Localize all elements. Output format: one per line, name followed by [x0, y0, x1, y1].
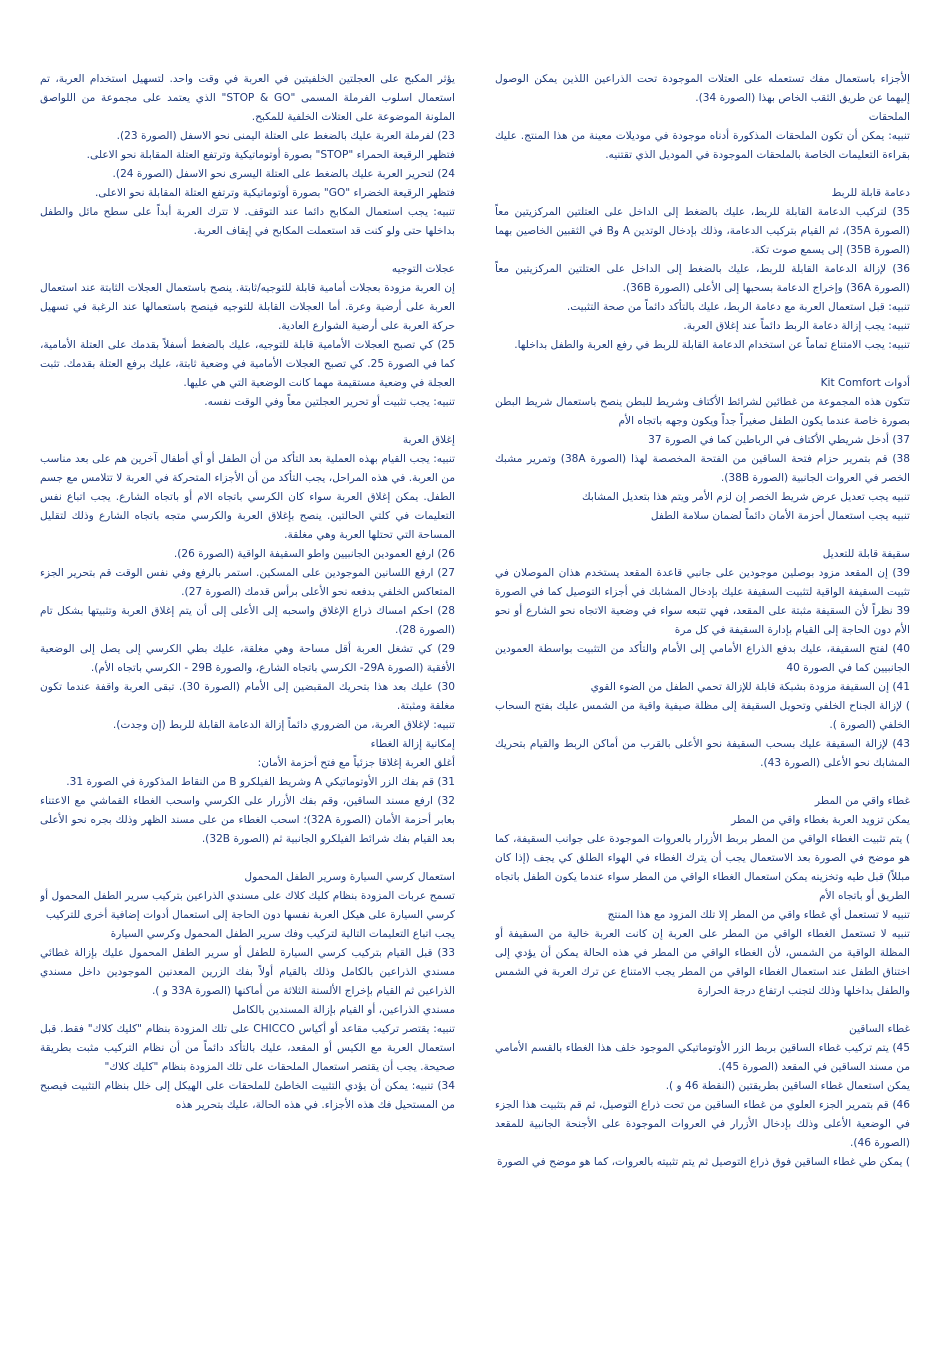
paragraph: تنبيه: يجب القيام بهذه العملية بعد التأكد من أن الطفل أو أي أطفال آخرين هم على بعد مناسب من العربة. في هذه المراحل، يجب التأكد من أن الأجزاء المتحركة في العربة لا تتلامس مع جسم الطفل. يمكن إغلاق العربة سواء كان الكرسي باتجاه الام أو باتجاه الشارع. يجب اتباع نفس التعليمات في كلتي الحالتين. ينصح بإغلاق العربة والكرسي متجه باتجاه الشارع وذلك لتقليل المساحة التي تحتلها العربة وهي مغلقة.	[40, 453, 455, 541]
right-column	[495, 70, 910, 1320]
paragraph: الملحقات	[868, 111, 910, 123]
paragraph: 26) ارفع العمودين الجانبيين واطو السقيفة الواقية (الصورة 26).	[173, 548, 455, 560]
paragraph: تنبيه: يجب إزالة دعامة الربط دائماً عند إغلاق العربة.	[683, 320, 910, 332]
paragraph: ) يمكن طي غطاء الساقين فوق ذراع التوصيل ثم يتم تثبيته بالعروات، كما هو موضح في الصورة	[496, 1156, 910, 1168]
paragraph: 30) عليك بعد هذا بتحريك المقبضين إلى الأمام (الصورة 30). تبقى العربة واقفة عندما تكون مغلقة ومثبتة.	[40, 681, 455, 712]
paragraph: إن العربة مزودة بعجلات أمامية قابلة للتوجيه/ثابتة. ينصح باستعمال العجلات الثابتة عند استعمال العربة على أرضية وعرة. أما العجلات القابلة للتوجيه فينصح باستعمالها عند الرغبة في تسهيل حركة العربة على أرضية الشوارع العادية.	[40, 282, 455, 332]
paragraph: 40) لفتح السقيفة، عليك بدفع الذراع الأمامي إلى الأمام والتأكد من التثبيت بواسطة العمودين الجانبيين كما في الصورة 40	[495, 643, 910, 674]
paragraph: غطاء الساقين	[849, 1023, 910, 1035]
paragraph: 46) قم بتمرير الجزء العلوي من غطاء الساقين من تحت ذراع التوصيل، ثم قم بتثبيت هذا الجزء في الوضعية الأعلى وذلك بإدخال الأزرار في العروات الموجودة على الأجنحة الجانبية للمقعد (الصورة 46).	[495, 1099, 910, 1149]
paragraph: 45) يتم تركيب غطاء الساقين بربط الزر الأوتوماتيكي الموجود خلف هذا الغطاء بالقسم الأمامي من مسند الساقين في المقعد (الصورة 45).	[495, 1042, 910, 1073]
paragraph: تنبيه: يقتصر تركيب مقاعد أو أكياس CHICCO على تلك المزودة بنظام "كليك كلاك" فقط. قبل استعمال العربة مع الكيس أو المقعد، عليك بالتأكد دائماً من أن نظام التركيب مثبت بطريقة صحيحة. يجب أن يقتصر استعمال الملحقات على تلك المزودة بنظام "كليك كلاك"	[40, 1023, 455, 1073]
manual-page	[40, 70, 910, 1320]
paragraph: 38) قم بتمرير حزام فتحة الساقين من الفتحة المخصصة لهذا (الصورة 38A) وتمرير مشبك الخصر في العروات الجانبية (الصورة 38B).	[495, 453, 910, 484]
paragraph: تنبيه: يجب استعمال المكابح دائما عند التوقف. لا تترك العربة أبداً على سطح مائل والطفل بداخلها حتى ولو كنت قد استعملت المكابح في إيقاف العربة.	[40, 206, 455, 237]
paragraph: دعامة قابلة للربط	[831, 187, 910, 199]
paragraph: تنبيه: لإغلاق العربة، من الضروري دائماً إزالة الدعامة القابلة للربط (إن وجدت).	[112, 719, 455, 731]
paragraph: 34) تنبيه: يمكن أن يؤدي التثبيت الخاطئ للملحقات على الهيكل إلى خلل بنظام التثبيت فيصبح من المستحيل فك هذه الأجزاء. في هذه الحالة، عليك بتحرير هذه	[40, 1080, 455, 1111]
paragraph: 31) قم بفك الزر الأوتوماتيكي A وشريط الفيلكرو B من النقاط المذكورة في الصورة 31.	[66, 776, 455, 788]
paragraph: ) لإزالة الجناح الخلفي وتحويل السقيفة إلى مظلة صيفية واقية من الشمس عليك بفتح السحاب الخلفي (الصورة ).	[495, 700, 910, 731]
paragraph: فتظهر الرقيعة الخضراء "GO" بصورة أوتوماتيكية وترتفع العتلة المقابلة نحو الاعلى.	[94, 187, 455, 199]
paragraph: تتكون هذه المجموعة من غطائين لشرائط الأكتاف وشريط للبطن ينصح باستعمال شريط البطن بصورة خاصة عندما يكون الطفل صغيراً جداً ويكون وجهه باتجاه الأم	[495, 396, 910, 427]
paragraph: 32) ارفع مسند الساقين، وقم بفك الأزرار على الكرسي واسحب الغطاء القماشي مع الاعتناء بعابر أحزمة الأمان (الصورة 32A)؛ اسحب الغطاء من على مسند الظهر وذلك بجره نحو الأعلى بعد القيام بفك شرائط الفيلكرو الجانبية ثم (الصورة 32B).	[40, 795, 455, 845]
paragraph: تنبيه: يجب تثبيت أو تحرير العجلتين معاً وفي الوقت نفسه.	[204, 396, 455, 408]
paragraph: الأجزاء باستعمال مفك تستعمله على العتلات الموجودة تحت الذراعين اللذين يمكن الوصول إليهما عن طريق الثقب الخاص بهذا (الصورة 34).	[495, 73, 910, 104]
paragraph: سقيفة قابلة للتعديل	[822, 548, 910, 560]
paragraph: تنبيه لا تستعمل أي غطاء واقي من المطر إلا تلك المزود مع هذا المنتج	[607, 909, 910, 921]
paragraph: مسندي الذراعين، أو القيام بإزالة المسندين بالكامل	[232, 1004, 455, 1016]
paragraph: 37) أدخل شريطي الأكتاف في الرباطين كما في الصورة 37	[648, 434, 910, 446]
paragraph: 24) لتحرير العربة عليك بالضغط على العتلة اليسرى نحو الاسفل (الصورة 24).	[112, 168, 455, 180]
paragraph: تنبيه يجب استعمال أحزمة الأمان دائماً لضمان سلامة الطفل	[650, 510, 910, 522]
paragraph: إغلاق العربة	[402, 434, 455, 446]
paragraph: تنبيه يجب تعديل عرض شريط الخصر إن لزم الأمر ويتم هذا بتعديل المشابك	[581, 491, 910, 503]
paragraph: يمكن تزويد العربة بغطاء واقي من المطر	[731, 814, 910, 826]
paragraph: فتظهر الرقيعة الحمراء "STOP" بصورة أوتوماتيكية وترتفع العتلة المقابلة نحو الاعلى.	[86, 149, 455, 161]
paragraph: 33) قبل القيام بتركيب كرسي السيارة للطفل أو سرير الطفل المحمول عليك بإزالة غطائي مسندي الذراعين بالكامل وذلك بالقيام أولاً بفك الزرين المعدنين الموجودين داخل مسندي الذراعين ثم القيام بإخراج الألسنة الثلاثة من أماكنها (الصورة 33A و ).	[40, 947, 455, 997]
paragraph: تنبيه: قبل استعمال العربة مع دعامة الربط، عليك بالتأكد دائماً من صحة التثبيت.	[566, 301, 910, 313]
paragraph: 36) لإزالة الدعامة القابلة للربط، عليك بالضغط إلى الداخل على العتلتين المركزيتين معاً (الصورة 36A) وإخراج الدعامة بسحبها إلى الأعلى (الصورة 36B).	[495, 263, 910, 294]
paragraph: تنبيه: يمكن أن تكون الملحقات المذكورة أدناه موجودة في موديلات معينة من هذا المنتج. عليك بقراءة التعليمات الخاصة بالملحقات الموجودة في الموديل الذي تقتنيه.	[495, 130, 910, 161]
paragraph: 41) إن السقيفة مزودة بشبكة قابلة للإزالة تحمي الطفل من الضوء القوي	[590, 681, 910, 693]
paragraph: 43) لإزالة السقيفة عليك بسحب السقيفة نحو الأعلى بالقرب من أماكن الربط والقيام بتحريك المشابك نحو الأعلى (الصورة 43).	[495, 738, 910, 769]
paragraph: إمكانية إزالة الغطاء	[370, 738, 455, 750]
paragraph: 39) إن المقعد مزود بوصلين موجودين على جانبي قاعدة المقعد يستخدم هذان الموصلان في تثبيت السقيفة الواقية لتثبيت السقيفة عليك بإدخال المشابك في أجزاء التوصيل كما في الصورة 39 نظراً لأن السقيفة مثبتة على المقعد، فهي تتبعه سواء في وضعية الاتجاه نحو الشارع أو نحو الأم دون الحاجة إلى القيام بإدارة السقيفة في كل مرة	[495, 567, 910, 636]
paragraph: تنبيه: يجب الامتناع تماماً عن استخدام الدعامة القابلة للربط في رفع العربة والطفل بداخلها.	[514, 339, 910, 351]
paragraph: عجلات التوجيه	[391, 263, 455, 275]
paragraph: ) يتم تثبيت الغطاء الواقي من المطر بربط الأزرار بالعروات الموجودة على جوانب السقيفة، كما هو موضح في الصورة بعد الاستعمال يجب أن يترك الغطاء في الهواء الطلق كي يجف (إذا كان مبللاً) قبل طيه وتخزينه يمكن استعمال الغطاء الواقي من المطر سواء عندما يكون الطفل باتجاه الطريق أو باتجاه الأم	[495, 833, 910, 902]
paragraph: استعمال كرسي السيارة وسرير الطفل المحمول	[244, 871, 455, 883]
paragraph: يمكن استعمال غطاء الساقين بطريقتين (النقطة 46 و ).	[665, 1080, 910, 1092]
paragraph: 29) كي تشغل العربة أقل مساحة وهي مغلقة، عليك بطي الكرسي إلى يصل إلى الوضعية الأفقية (الصورة 29A- الكرسي باتجاه الشارع، والصورة 29B - الكرسي باتجاه الأم).	[40, 643, 455, 674]
paragraph: غطاء واقي من المطر	[814, 795, 910, 807]
paragraph: تنبيه لا تستعمل الغطاء الواقي من المطر على العربة إن كانت العربة خالية من السقيفة أو المظلة الواقية من الشمس، لأن الغطاء الواقي من المطر في هذه الحالة يمكن أن يؤدي إلى اختناق الطفل عند استعمال الغطاء الواقي من المطر يجب الامتناع عن ترك العربة في الشمس والطفل بداخلها وذلك لتجنب ارتفاع درجة الحرارة	[495, 928, 910, 997]
paragraph: 35) لتركيب الدعامة القابلة للربط، عليك بالضغط إلى الداخل على العتلتين المركزيتين معاً (الصورة 35A)، ثم القيام بتركيب الدعامة، وذلك بإدخال الوتدين A وB في الثقبين الخاصين بهما (الصورة 35B) إلى يسمع صوت تكة.	[495, 206, 910, 256]
paragraph: 25) كي تصبح العجلات الأمامية قابلة للتوجيه، عليك بالضغط أسفلاً بقدمك على العتلة الأمامية، كما في الصورة 25. كي تصبح العجلات الأمامية في وضعية ثابتة، عليك برفع العتلة بقدمك. تثبت العجلة في وضعية مستقيمة مهما كانت الوضعية التي هي عليها.	[40, 339, 455, 389]
paragraph: يؤثر المكبح على العجلتين الخلفيتين في العربة في وقت واحد. لتسهيل استخدام العربة، تم استعمال اسلوب الفرملة المسمى "STOP & GO" الذي يعتمد على مجموعة من اللواصق الملونة الموضوعة على العتلات الخلفية للمكبح.	[40, 73, 455, 123]
paragraph: 27) ارفع اللسانين الموجودين على المسكين. استمر بالرفع وفي نفس الوقت قم بتحرير الجزء المتعاكس الخلفي بدفعه نحو الأعلى برأس قدمك (الصورة 27).	[40, 567, 455, 598]
paragraph: 23) لفرملة العربة عليك بالضغط على العتلة اليمنى نحو الاسفل (الصورة 23).	[116, 130, 455, 142]
left-column	[40, 70, 455, 1320]
paragraph: 28) احكم امساك ذراع الإغلاق واسحبه إلى الأعلى إلى أن يتم إغلاق العربة وتثبيتها بشكل تام (الصورة 28).	[40, 605, 455, 636]
paragraph: أغلق العربة إغلاقا جزئياً مع فتح أحزمة الأمان:	[257, 757, 455, 769]
paragraph: أدوات Kit Comfort	[820, 377, 910, 389]
paragraph: تسمح عربات المزودة بنظام كليك كلاك على مسندي الذراعين بتركيب سرير الطفل المحمول أو كرسي السيارة على هيكل العربة نفسها دون الحاجة إلى استعمال أدوات إضافية أخرى للتركيب	[40, 890, 455, 921]
paragraph: يجب اتباع التعليمات التالية لتركيب وفك سرير الطفل المحمول وكرسي السيارة	[110, 928, 455, 940]
